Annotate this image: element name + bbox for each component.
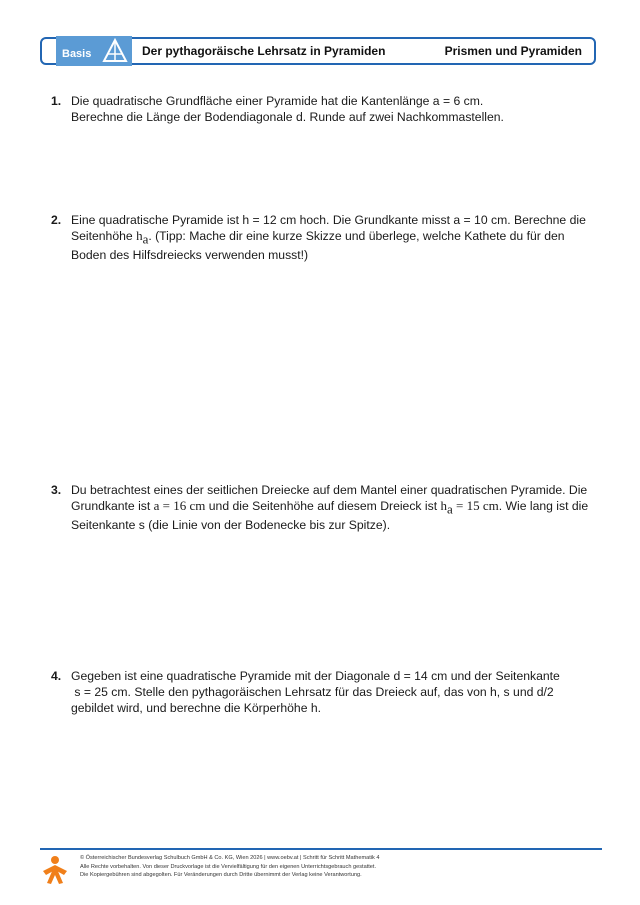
task-number: 2. [51, 213, 62, 227]
task-line [71, 498, 601, 517]
task-text [71, 482, 601, 533]
math-variable: h [136, 228, 143, 243]
footer-line: © Österreichischer Bundesverlag Schulbuch GmbH & Co. KG, Wien 2026 | www.oebv.at | Schritt für Schritt Mathematik 4 [80, 855, 380, 861]
task-line [71, 228, 601, 247]
task-text [71, 212, 601, 263]
task-line: Eine quadratische Pyramide ist h = 12 cm hoch. Die Grundkante misst a = 10 cm. Berechne die [71, 213, 586, 227]
basis-badge [56, 36, 132, 66]
chapter-title: Prismen und Pyramiden [444, 44, 582, 58]
page-header [40, 37, 596, 65]
footer-line: Alle Rechte vorbehalten. Von dieser Druckvorlage ist die Vervielfältigung für den eigenen Unterrichtsgebrauch gestattet. [80, 863, 377, 870]
text-segment: . Wie lang ist die [498, 499, 589, 513]
task-line: Die quadratische Grundfläche einer Pyramide hat die Kantenlänge a = 6 cm. [71, 94, 484, 108]
task-text [71, 93, 601, 125]
math-formula: a = 16 cm [153, 498, 206, 513]
task-line: Du betrachtest eines der seitlichen Dreiecke auf dem Mantel einer quadratischen Pyramide. Die [71, 483, 588, 497]
oebv-logo-icon [40, 853, 70, 885]
text-segment: Grundkante ist [71, 499, 154, 513]
basis-label: Basis [62, 48, 92, 60]
page-title: Der pythagoräische Lehrsatz in Pyramiden [142, 44, 386, 58]
text-segment: . (Tipp: Mache dir eine kurze Skizze und überlege, welche Kathete du für den [148, 229, 565, 243]
task-line: s = 25 cm. Stelle den pythagoräischen Lehrsatz für das Dreieck auf, das von h, s und d/2 [71, 685, 554, 699]
task-text [71, 668, 601, 716]
task-number: 1. [51, 94, 62, 108]
text-segment: Seitenhöhe [71, 229, 137, 243]
task-line: gebildet wird, und berechne die Körperhöhe h. [71, 701, 322, 715]
task-line: Berechne die Länge der Bodendiagonale d. Runde auf zwei Nachkommastellen. [71, 110, 504, 124]
task-line: Seitenkante s (die Linie von der Bodenecke bis zur Spitze). [71, 518, 391, 533]
math-variable: h [440, 498, 447, 513]
task-number: 3. [51, 483, 62, 497]
text-segment: und die Seitenhöhe auf diesem Dreieck ist [205, 499, 441, 513]
pyramid-icon [102, 38, 128, 64]
footer-divider [40, 848, 602, 850]
footer-line: Die Kopiergebühren sind abgegolten. Für Veränderungen durch Dritte übernimmt der Verlag keine Verantwortung. [80, 872, 362, 878]
task-line: Gegeben ist eine quadratische Pyramide mit der Diagonale d = 14 cm und der Seitenkante [71, 669, 560, 683]
task-line: Boden des Hilfsdreiecks verwenden musst!) [71, 248, 309, 263]
math-subscript: a [142, 231, 149, 247]
math-formula: = 15 cm [452, 498, 499, 513]
task-number: 4. [51, 669, 62, 683]
footer-copyright [80, 854, 580, 880]
math-subscript: a [446, 501, 453, 517]
